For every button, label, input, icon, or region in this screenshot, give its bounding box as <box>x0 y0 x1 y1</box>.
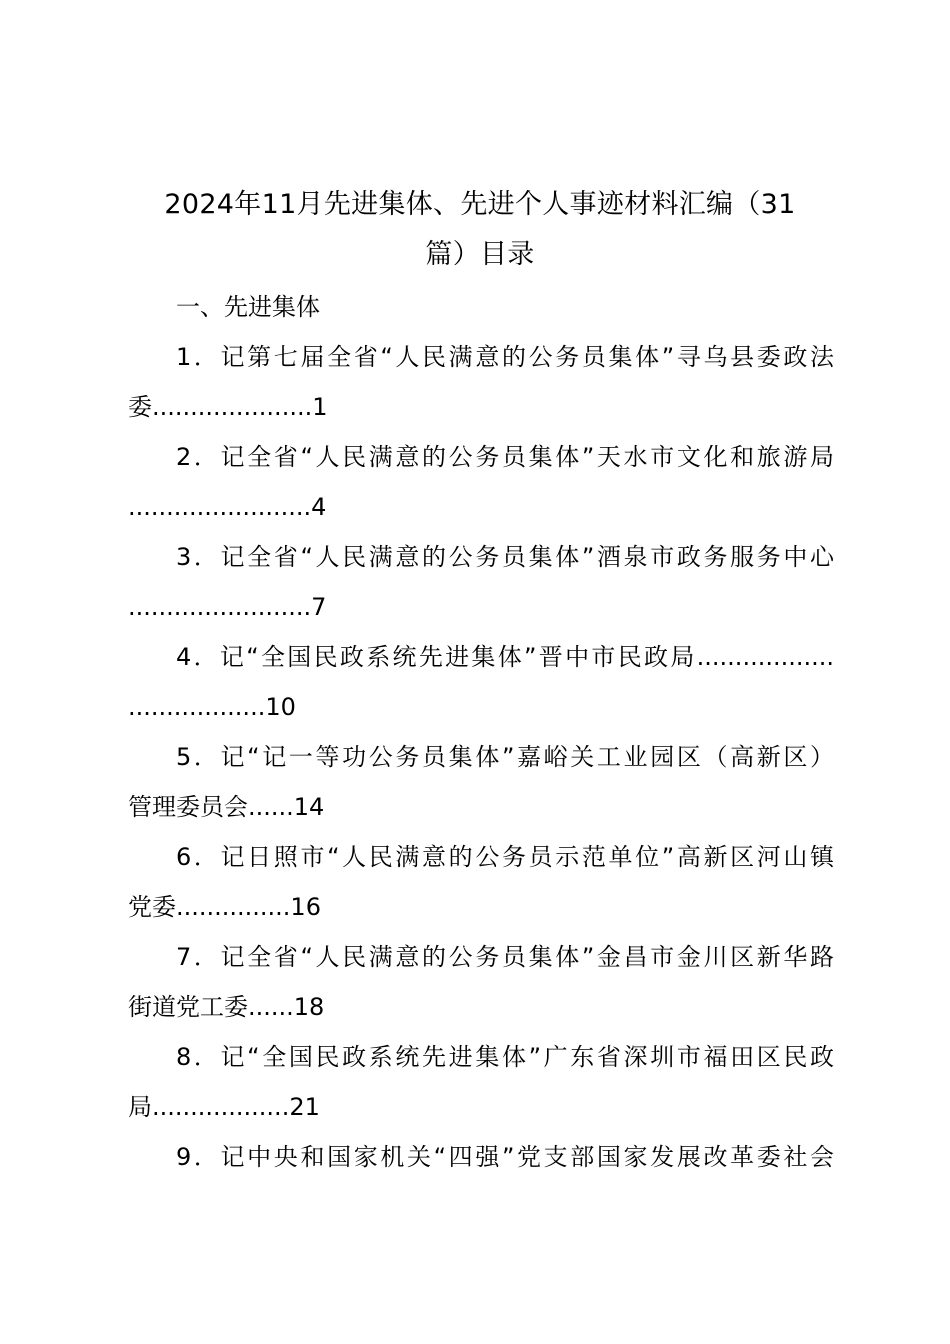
toc-entry[interactable] <box>128 432 834 532</box>
toc-entry-continuation: 管理委员会......14 <box>128 793 325 821</box>
toc-entry-title: 4．记“全国民政系统先进集体”晋中市民政局.................. <box>176 643 834 671</box>
toc-entry[interactable] <box>128 1032 834 1132</box>
toc-entry-continuation: 委.....................1 <box>128 393 328 421</box>
document-title-line-1: 2024年11月先进集体、先进个人事迹材料汇编（31 <box>164 189 796 220</box>
toc-entry[interactable] <box>128 1132 834 1182</box>
table-of-contents <box>128 282 834 1182</box>
toc-entry[interactable] <box>128 732 834 832</box>
toc-entry-continuation: ........................7 <box>128 593 327 621</box>
document-title-line-2: 篇）目录 <box>425 239 535 270</box>
toc-entry[interactable] <box>128 932 834 1032</box>
toc-entry-title: 8．记“全国民政系统先进集体”广东省深圳市福田区民政 <box>176 1043 834 1071</box>
toc-entry[interactable] <box>128 832 834 932</box>
toc-entry-continuation: ..................10 <box>128 693 296 721</box>
toc-entry-continuation: 党委...............16 <box>128 893 321 921</box>
toc-entry-continuation: ........................4 <box>128 493 327 521</box>
toc-entry-continuation: 街道党工委......18 <box>128 993 325 1021</box>
toc-entry[interactable] <box>128 632 834 732</box>
document-title <box>128 180 832 280</box>
toc-entry-title: 2．记全省“人民满意的公务员集体”天水市文化和旅游局 <box>176 443 834 471</box>
toc-entry-title: 9．记中央和国家机关“四强”党支部国家发展改革委社会 <box>176 1143 834 1171</box>
toc-entry[interactable] <box>128 532 834 632</box>
toc-entry-title: 7．记全省“人民满意的公务员集体”金昌市金川区新华路 <box>176 943 834 971</box>
toc-entry-title: 6．记日照市“人民满意的公务员示范单位”高新区河山镇 <box>176 843 834 871</box>
section-heading: 一、先进集体 <box>176 293 320 321</box>
toc-entry[interactable] <box>128 332 834 432</box>
toc-entry-title: 5．记“记一等功公务员集体”嘉峪关工业园区（高新区） <box>176 743 834 771</box>
toc-entry-continuation: 局..................21 <box>128 1093 320 1121</box>
toc-entry-title: 3．记全省“人民满意的公务员集体”酒泉市政务服务中心 <box>176 543 834 571</box>
toc-entry-title: 1．记第七届全省“人民满意的公务员集体”寻乌县委政法 <box>176 343 834 371</box>
